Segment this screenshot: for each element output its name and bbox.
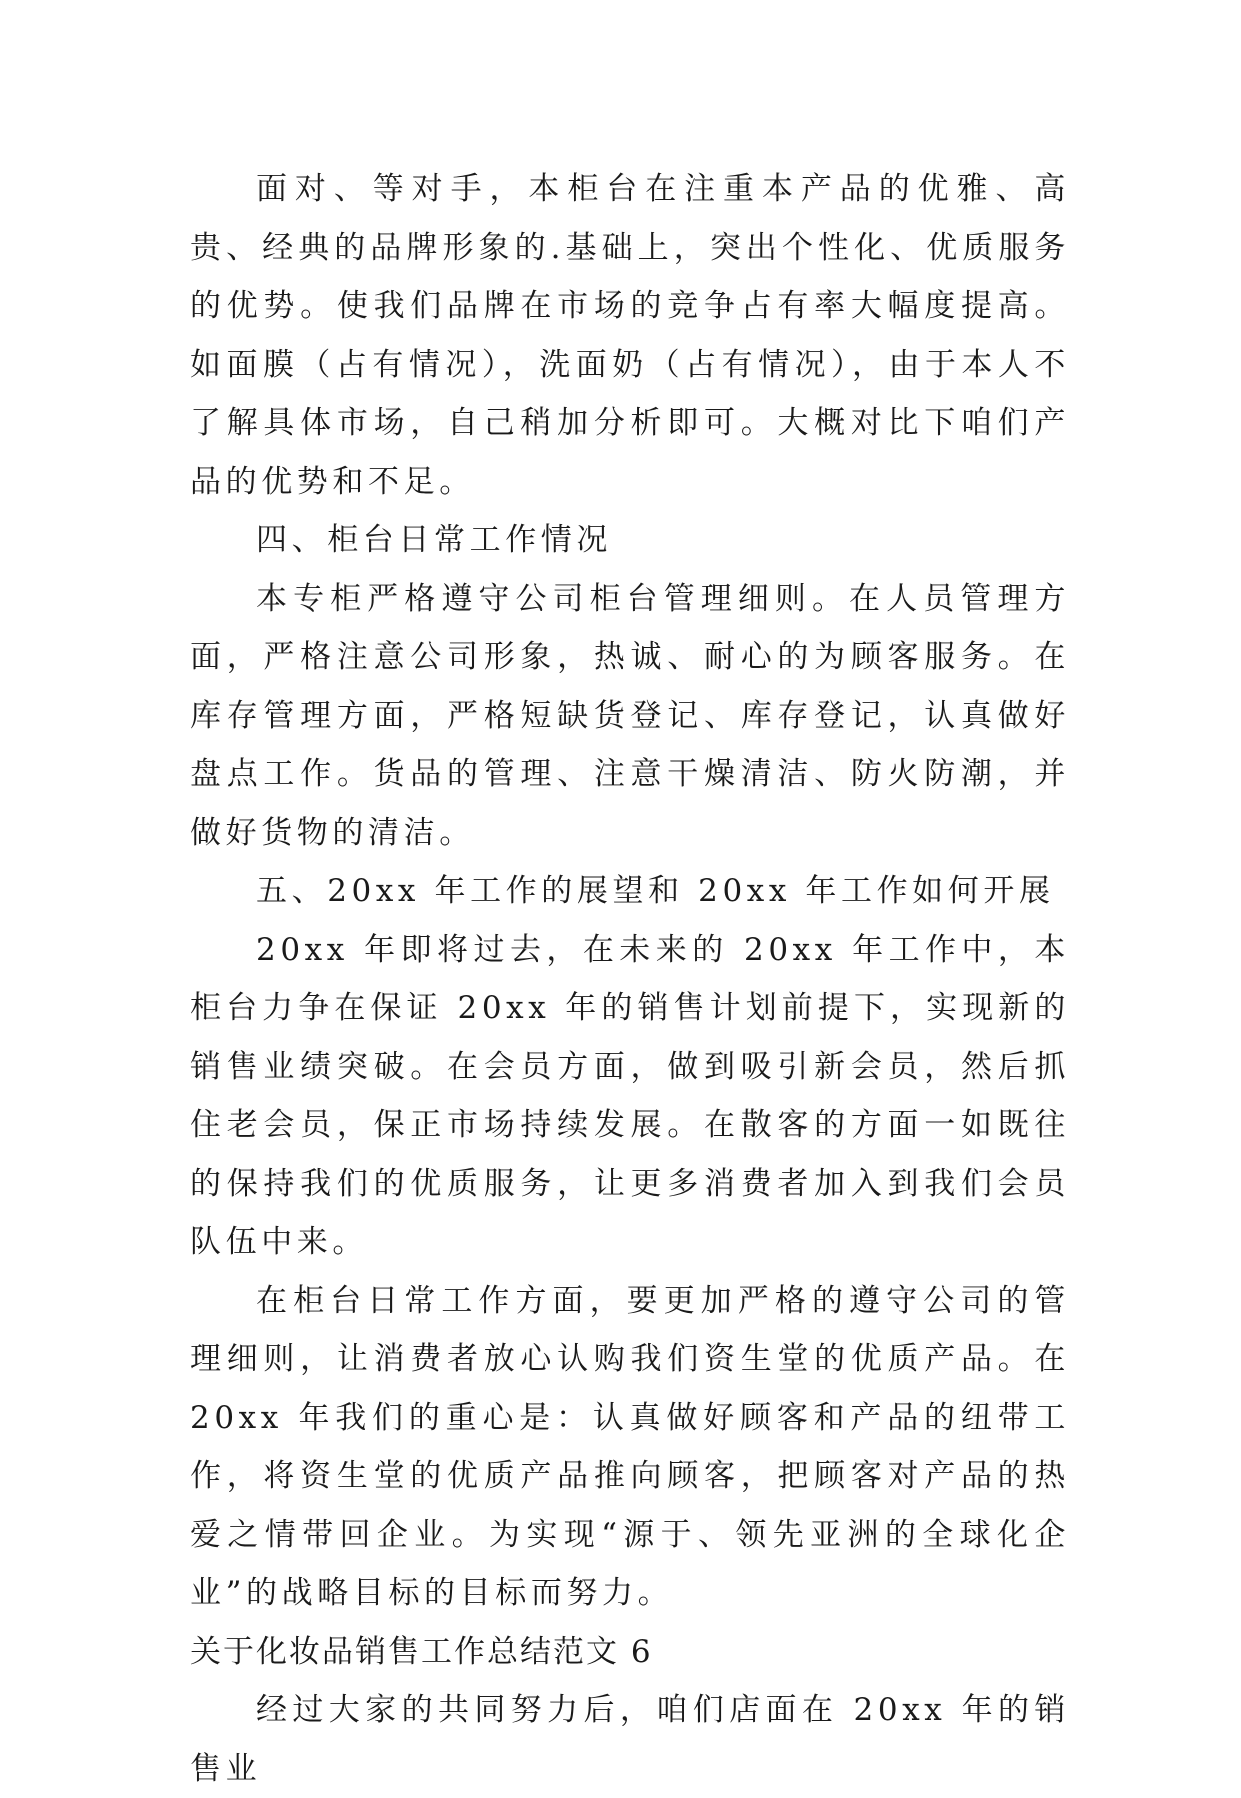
paragraph-counter-work: 在柜台日常工作方面，要更加严格的遵守公司的管理细则，让消费者放心认购我们资生堂的优质产品。在 20xx 年我们的重心是：认真做好顾客和产品的纽带工作，将资生堂的优质产品推向顾客，把顾客对产品的热爱之情带回企业。为实现“源于、领先亚洲的全球化企业”的战略目标的目标而努力。 [190,1282,1070,1611]
paragraph-outlook: 20xx 年即将过去，在未来的 20xx 年工作中，本柜台力争在保证 20xx 年的销售计划前提下，实现新的销售业绩突破。在会员方面，做到吸引新会员，然后抓住老会员，保正市场持续发展。在散客的方面一如既往的保持我们的优质服务，让更多消费者加入到我们会员队伍中来。 [190,931,1070,1260]
document-body [190,160,1070,1798]
heading-outlook: 五、20xx 年工作的展望和 20xx 年工作如何开展 [256,873,1055,909]
section-title-summary-6: 关于化妆品销售工作总结范文 6 [190,1633,653,1670]
paragraph-competition: 面对、等对手，本柜台在注重本产品的优雅、高贵、经典的品牌形象的.基础上，突出个性化、优质服务的优势。使我们品牌在市场的竞争占有率大幅度提高。如面膜（占有情况），洗面奶（占有情况），由于本人不了解具体市场，自己稍加分析即可。大概对比下咱们产品的优势和不足。 [190,171,1070,500]
heading-daily-work: 四、柜台日常工作情况 [256,522,612,558]
paragraph-daily-work: 本专柜严格遵守公司柜台管理细则。在人员管理方面，严格注意公司形象，热诚、耐心的为顾客服务。在库存管理方面，严格短缺货登记、库存登记，认真做好盘点工作。货品的管理、注意干燥清洁、防火防潮，并做好货物的清洁。 [190,580,1070,851]
paragraph-summary-intro: 经过大家的共同努力后，咱们店面在 20xx 年的销售业 [190,1692,1070,1787]
